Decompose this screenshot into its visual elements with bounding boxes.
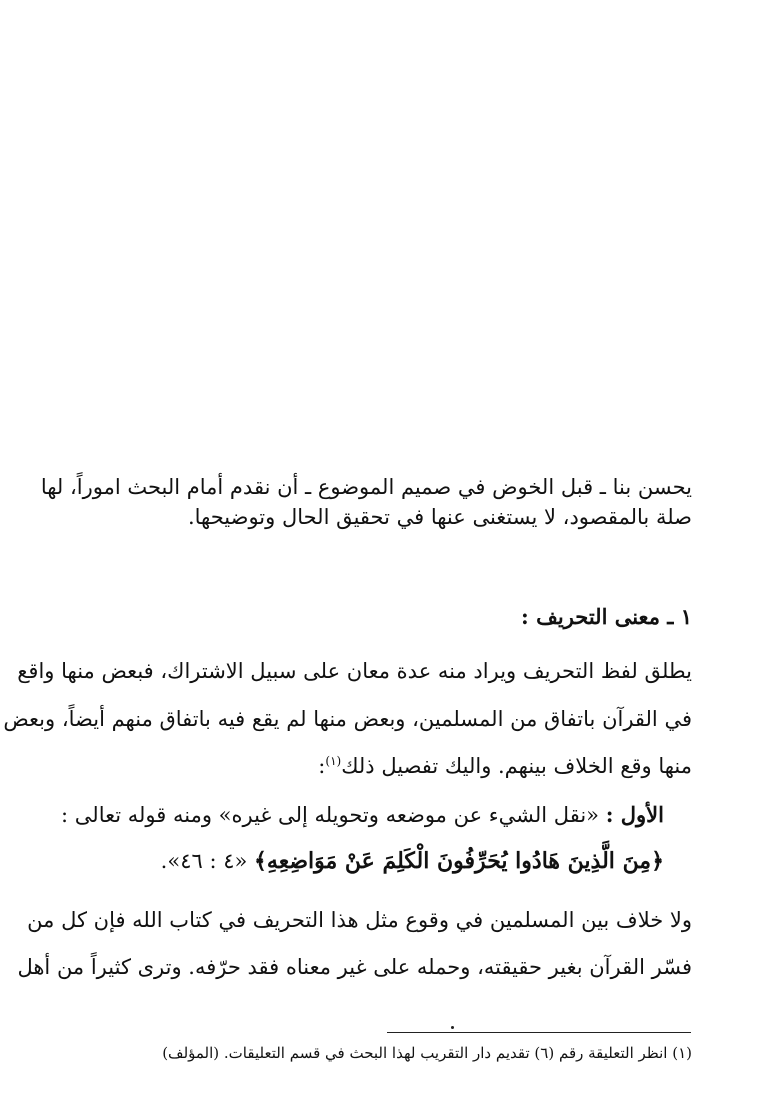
paragraph-1-line-3-text: منها وقع الخلاف بينهم. واليك تفصيل ذلك	[341, 754, 692, 778]
intro-line-1: يحسن بنا ـ قبل الخوض في صميم الموضوع ـ أن نقدم أمام البحث اموراً، لها	[40, 475, 692, 499]
intro-line-2: صلة بالمقصود، لا يستغنى عنها في تحقيق الحال وتوضيحها.	[187, 505, 692, 529]
footnote-reference[interactable]: (١)	[325, 754, 342, 768]
verse-reference: «٤ : ٤٦».	[160, 849, 248, 873]
footnote-separator	[387, 1032, 691, 1033]
section-heading: ١ ـ معنى التحريف :	[521, 604, 692, 629]
first-meaning-line	[61, 800, 664, 830]
footnote-separator-mark	[451, 1026, 454, 1029]
paragraph-2-line-1: ولا خلاف بين المسلمين في وقوع مثل هذا التحريف في كتاب الله فإن كل من	[27, 908, 692, 932]
first-meaning-definition: «نقل الشيء عن موضعه وتحويله إلى غيره» ومنه قوله تعالى :	[61, 803, 600, 827]
quran-verse: ﴿مِنَ الَّذِينَ هَادُوا يُحَرِّفُونَ الْكَلِمَ عَنْ مَوَاضِعِهِ﴾	[254, 848, 664, 874]
first-meaning-label: الأول :	[605, 802, 664, 827]
footnote-text: (١) انظر التعليقة رقم (٦) تقديم دار التقريب لهذا البحث في قسم التعليقات. (المؤلف)	[162, 1044, 692, 1062]
quran-verse-line	[161, 846, 664, 876]
paragraph-2-line-2: فسّر القرآن بغير حقيقته، وحمله على غير معناه فقد حرّفه. وترى كثيراً من أهل	[17, 955, 692, 979]
paragraph-1-line-2: في القرآن باتفاق من المسلمين، وبعض منها لم يقع فيه باتفاق منهم أيضاً، وبعض	[3, 707, 692, 731]
paragraph-1-line-3-colon: :	[318, 754, 326, 778]
paragraph-1-line-3	[80, 751, 692, 781]
paragraph-1-line-1: يطلق لفظ التحريف ويراد منه عدة معان على سبيل الاشتراك، فبعض منها واقع	[17, 659, 692, 683]
